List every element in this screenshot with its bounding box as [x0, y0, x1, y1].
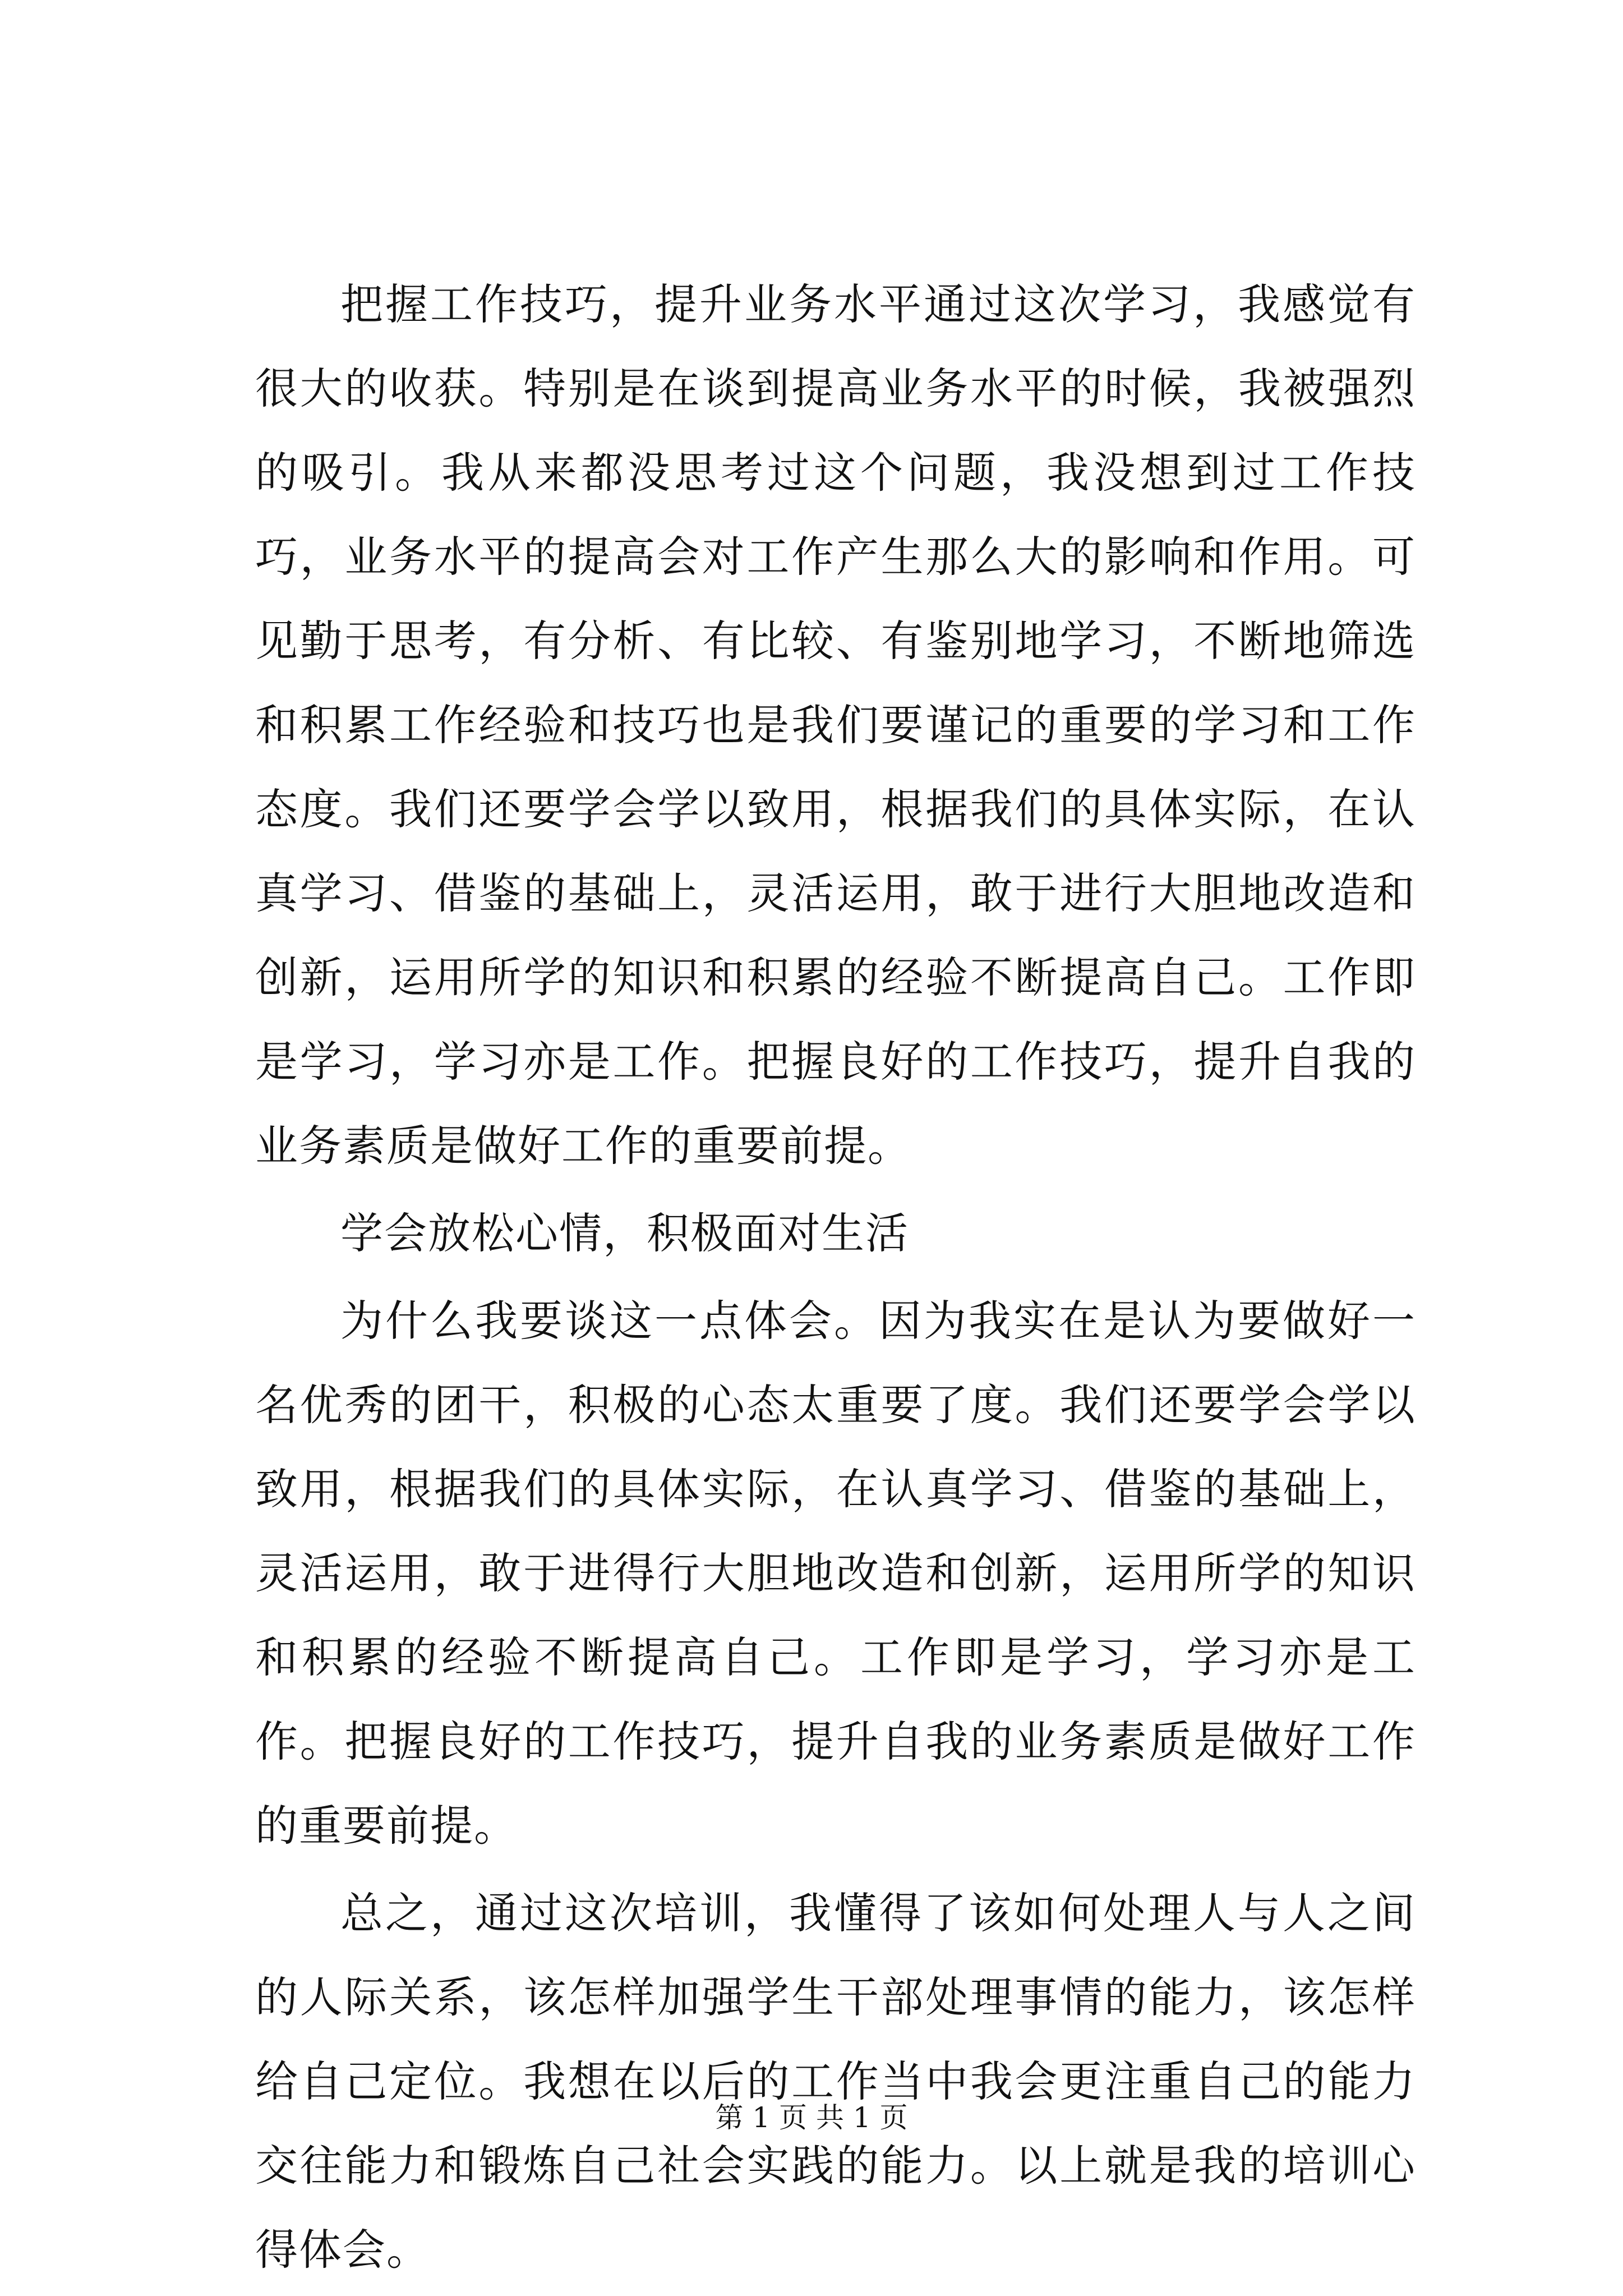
section-heading-relax: 学会放松心情，积极面对生活 — [340, 1208, 909, 1258]
paragraph-conclusion: 总之，通过这次培训，我懂得了该如何处理人与人之间的人际关系，该怎样加强学生干部处理事情的能力，该怎样给自己定位。我想在以后的工作当中我会更注重自己的能力交往能力和锻炼自己社会实践的能力。以上就是我的培训心得体会。 — [255, 1888, 1416, 2275]
page-footer: 第 1 页 共 1 页 — [715, 2101, 908, 2134]
document-body — [255, 263, 1416, 2292]
paragraph-work-skills: 把握工作技巧，提升业务水平通过这次学习，我感觉有很大的收获。特别是在谈到提高业务水平的时候，我被强烈的吸引。我从来都没思考过这个问题，我没想到过工作技巧，业务水平的提高会对工作产生那么大的影响和作用。可见勤于思考，有分析、有比较、有鉴别地学习，不断地筛选和积累工作经验和技巧也是我们要谨记的重要的学习和工作态度。我们还要学会学以致用，根据我们的具体实际，在认真学习、借鉴的基础上，灵活运用，敢于进行大胆地改造和创新，运用所学的知识和积累的经验不断提高自己。工作即是学习，学习亦是工作。把握良好的工作技巧，提升自我的业务素质是做好工作的重要前提。 — [255, 279, 1416, 1171]
paragraph-positive-attitude: 为什么我要谈这一点体会。因为我实在是认为要做好一名优秀的团干，积极的心态太重要了度。我们还要学会学以致用，根据我们的具体实际，在认真学习、借鉴的基础上，灵活运用，敢于进得行大胆地改造和创新，运用所学的知识和积累的经验不断提高自己。工作即是学习，学习亦是工作。把握良好的工作技巧，提升自我的业务素质是做好工作的重要前提。 — [255, 1296, 1416, 1851]
